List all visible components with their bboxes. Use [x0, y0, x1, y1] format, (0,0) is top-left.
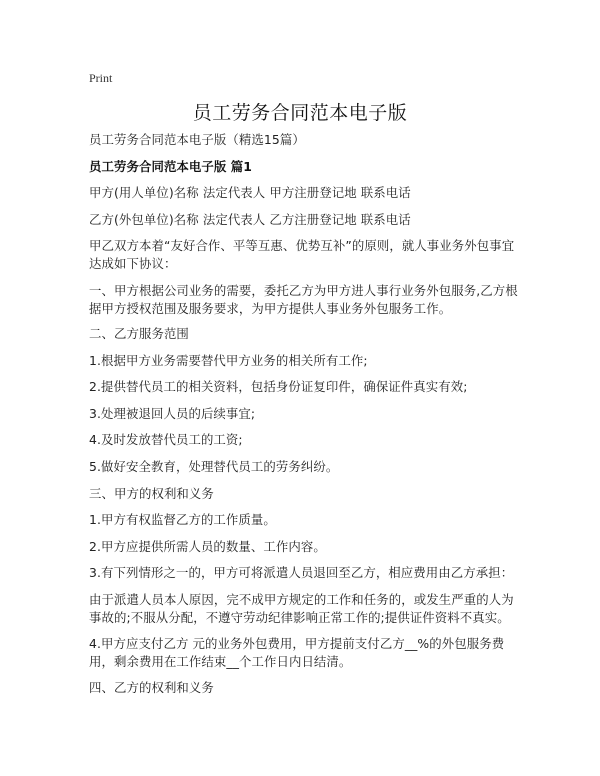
section-heading: 员工劳务合同范本电子版 篇1 — [89, 159, 253, 174]
paragraph-party-b: 乙方(外包单位)名称 法定代表人 乙方注册登记地 联系电话 — [89, 212, 411, 227]
list-item: 4.及时发放替代员工的工资; — [89, 432, 243, 447]
list-item: 3.处理被退回人员的后续事宜; — [89, 406, 256, 421]
list-item: 4.甲方应支付乙方 元的业务外包费用，甲方提前支付乙方__%的外包服务费用，剩余费用在工作结束__个工作日内日结清。 — [89, 636, 505, 669]
heading-section-2: 二、乙方服务范围 — [89, 326, 189, 341]
paragraph-party-a: 甲方(用人单位)名称 法定代表人 甲方注册登记地 联系电话 — [89, 185, 411, 200]
print-label: Print — [89, 71, 113, 85]
document-subtitle: 员工劳务合同范本电子版（精选15篇） — [89, 132, 305, 147]
list-item: 1.甲方有权监督乙方的工作质量。 — [89, 512, 276, 527]
list-item: 3.有下列情形之一的，甲方可将派遣人员退回至乙方，相应费用由乙方承担： — [89, 565, 514, 580]
paragraph-clause-1: 一、甲方根据公司业务的需要，委托乙方为甲方进人事行业务外包服务,乙方根据甲方授权范围及服务要求，为甲方提供人事业务外包服务工作。 — [89, 283, 518, 316]
list-item: 2.甲方应提供所需人员的数量、工作内容。 — [89, 539, 326, 554]
list-item: 5.做好安全教育，处理替代员工的劳务纠纷。 — [89, 459, 339, 474]
list-item: 1.根据甲方业务需要替代甲方业务的相关所有工作; — [89, 353, 368, 368]
heading-section-4: 四、乙方的权利和义务 — [89, 680, 214, 695]
paragraph-preamble: 甲乙双方本着“友好合作、平等互惠、优势互补”的原则，就人事业务外包事宜达成如下协议： — [89, 238, 515, 271]
paragraph-return-conditions: 由于派遣人员本人原因，完不成甲方规定的工作和任务的，或发生严重的人为事故的;不服从分配，不遵守劳动纪律影响正常工作的;提供证件资料不真实。 — [89, 592, 514, 625]
heading-section-3: 三、甲方的权利和义务 — [89, 486, 214, 501]
list-item: 2.提供替代员工的相关资料，包括身份证复印件，确保证件真实有效; — [89, 379, 468, 394]
document-title: 员工劳务合同范本电子版 — [192, 102, 408, 124]
